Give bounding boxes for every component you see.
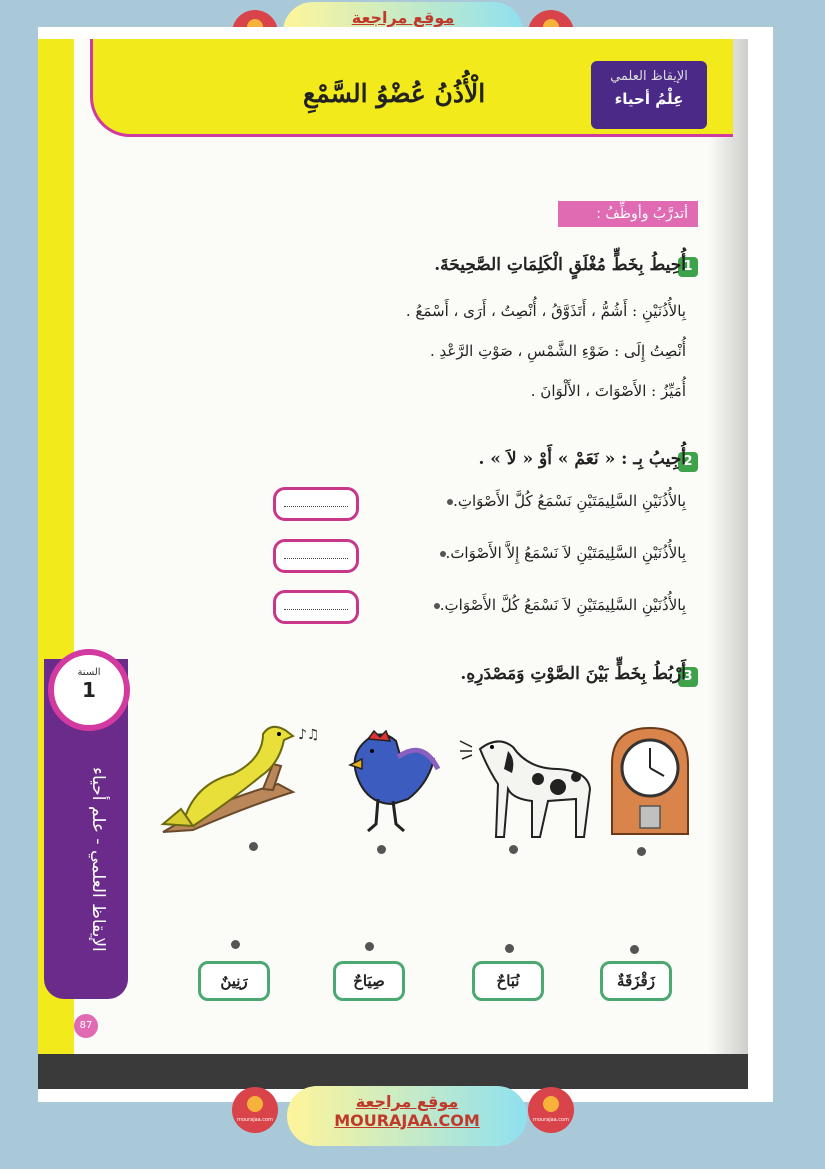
page-title: الْأُذُنُ عُضْوُ السَّمْعِ: [303, 79, 486, 108]
question-1-line[interactable]: أُمَيِّزُ : الأَصْوَاتَ ، الأَلْوَانَ .: [530, 382, 686, 400]
side-subject-text: الإيقاظ العلمي - علم أحياء: [88, 766, 108, 952]
word-box[interactable]: رَنِينٌ: [198, 961, 270, 1001]
site-logo-icon: mourajaa.com: [232, 1087, 278, 1133]
word-box[interactable]: نُبَاحٌ: [472, 961, 544, 1001]
question-2-statement: [439, 492, 686, 510]
answer-box[interactable]: [273, 590, 359, 624]
site-name-arabic: موقع مراجعة: [351, 8, 455, 27]
site-logo-icon: mourajaa.com: [528, 1087, 574, 1133]
clock-icon: [608, 724, 693, 839]
question-1-line[interactable]: بِالأُذُنَيْنِ : أَشُمُّ ، أَتَذَوَّقُ ، أُنْصِتُ ، أَرَى ، أَسْمَعُ .: [405, 302, 686, 320]
statement-text: بِالأُذُنَيْنِ السَّلِيمَتَيْنِ لاَ نَسْمَعُ إِلاَّ الأَصْوَاتَ.: [445, 544, 686, 562]
question-2-statement: [426, 596, 686, 614]
subject-badge: [591, 61, 707, 129]
rooster-icon: [338, 729, 443, 839]
site-name-arabic: موقع مراجعة: [355, 1092, 459, 1111]
subject-line1: الإيقاظ العلمي: [610, 69, 688, 84]
match-dot[interactable]: [505, 944, 514, 953]
year-number: 1: [82, 678, 96, 702]
word-box[interactable]: صِيَاحٌ: [333, 961, 405, 1001]
page-number: 87: [74, 1014, 98, 1038]
worksheet-page: [38, 39, 748, 1089]
header-band: [90, 39, 733, 137]
match-dot[interactable]: [377, 845, 386, 854]
match-dot[interactable]: [630, 945, 639, 954]
question-2-prompt: أُجِيبُ بِـ : « نَعَمْ » أَوْ « لاَ » .: [478, 449, 686, 469]
dog-icon: [458, 729, 598, 839]
match-dot[interactable]: [365, 942, 374, 951]
section-label: أتدرَّبُ وأوظِّفُ :: [558, 201, 698, 227]
statement-text: بِالأُذُنَيْنِ السَّلِيمَتَيْنِ لاَ نَسْمَعُ كُلَّ الأَصْوَاتِ.: [439, 596, 686, 614]
match-dot[interactable]: [509, 845, 518, 854]
question-number-1: 1: [678, 257, 698, 277]
statement-text: بِالأُذُنَيْنِ السَّلِيمَتَيْنِ نَسْمَعُ كُلَّ الأَصْوَاتِ.: [453, 492, 686, 510]
answer-box[interactable]: [273, 487, 359, 521]
year-badge: [48, 649, 130, 731]
site-name-latin: MOURAJAA.COM: [334, 1111, 480, 1130]
question-2-statement: [432, 544, 686, 562]
answer-box[interactable]: [273, 539, 359, 573]
year-label: السنة: [77, 667, 101, 678]
svg-text:♪♫: ♪♫: [298, 727, 320, 743]
page-fold-shadow: [708, 39, 748, 1054]
subject-line2: عِلْمُ أحياء: [614, 90, 684, 108]
site-banner-bottom[interactable]: [287, 1086, 527, 1146]
word-box[interactable]: زَقْزَقَةٌ: [600, 961, 672, 1001]
bird-icon: [153, 714, 328, 839]
match-dot[interactable]: [637, 847, 646, 856]
question-number-3: 3: [678, 667, 698, 687]
question-1-line[interactable]: أُنْصِتُ إِلَى : ضَوْءِ الشَّمْسِ ، صَوْتِ الرَّعْدِ .: [429, 342, 686, 360]
question-1-prompt: أُحِيطُ بِخَطٍّ مُغْلَقٍ الْكَلِمَاتِ الصَّحِيحَةَ.: [434, 255, 686, 275]
question-number-2: 2: [678, 452, 698, 472]
question-3-prompt: أَرْبُطُ بِخَطٍّ بَيْنَ الصَّوْتِ وَمَصْدَرِهِ.: [460, 664, 686, 684]
bottom-strip: [38, 1054, 748, 1089]
match-dot[interactable]: [249, 842, 258, 851]
match-dot[interactable]: [231, 940, 240, 949]
